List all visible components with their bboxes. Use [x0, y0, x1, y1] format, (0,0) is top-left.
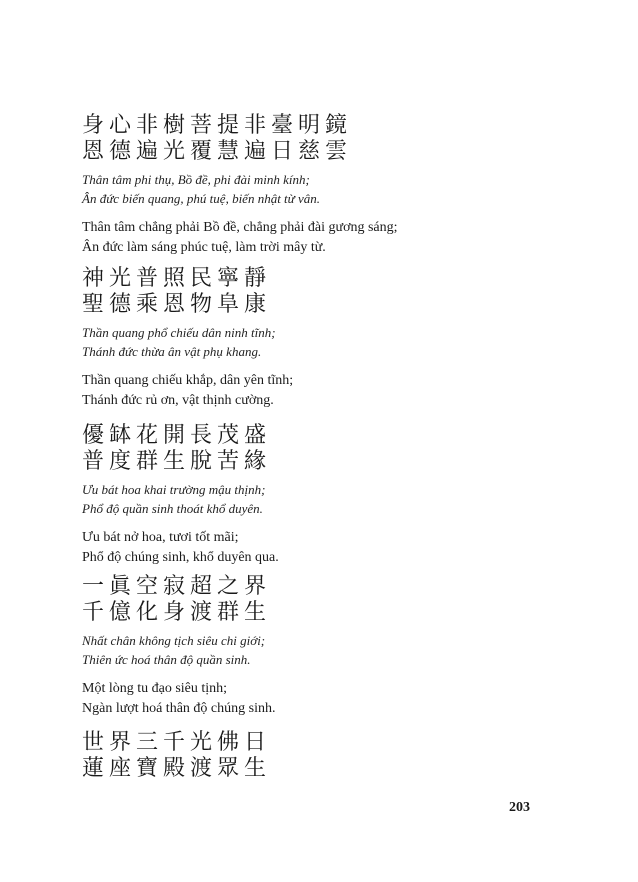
- transliteration-line: Thân tâm phi thụ, Bồ đề, phi đài minh kính;: [82, 172, 310, 187]
- transliteration: [82, 480, 562, 518]
- chinese-line: 聖德乘恩物阜康: [82, 292, 272, 317]
- transliteration: [82, 323, 562, 361]
- chinese-line: 神光普照民寧靜: [82, 266, 272, 291]
- translation-line: Ân đức làm sáng phúc tuệ, làm trời mây từ.: [82, 240, 326, 255]
- translation-line: Ngàn lượt hoá thân độ chúng sinh.: [82, 701, 276, 716]
- translation-line: Thân tâm chẳng phải Bồ đề, chẳng phải đài gương sáng;: [82, 220, 398, 235]
- transliteration-line: Thánh đức thừa ân vật phụ khang.: [82, 344, 262, 359]
- verse-3: [82, 423, 562, 568]
- translation-line: Phổ độ chúng sinh, khổ duyên qua.: [82, 550, 279, 565]
- transliteration-line: Phổ độ quần sinh thoát khổ duyên.: [82, 501, 263, 516]
- transliteration-line: Thần quang phổ chiếu dân ninh tĩnh;: [82, 325, 276, 340]
- translation-line: Thánh đức rủ ơn, vật thịnh cường.: [82, 393, 274, 408]
- translation-line: Ưu bát nở hoa, tươi tốt mãi;: [82, 530, 239, 545]
- verse-4: [82, 574, 562, 719]
- chinese-text: [82, 266, 562, 318]
- translation-line: Thần quang chiếu khắp, dân yên tĩnh;: [82, 373, 294, 388]
- translation: [82, 528, 562, 568]
- chinese-text: [82, 574, 562, 626]
- chinese-line: 一眞空寂超之界: [82, 574, 272, 599]
- translation-line: Một lòng tu đạo siêu tịnh;: [82, 681, 228, 696]
- verse-2: [82, 266, 562, 411]
- transliteration: [82, 631, 562, 669]
- verse-1: [82, 113, 562, 258]
- transliteration-line: Ưu bát hoa khai trường mậu thịnh;: [82, 482, 266, 497]
- verse-5: [82, 730, 562, 782]
- chinese-text: [82, 113, 562, 165]
- chinese-text: [82, 730, 562, 782]
- chinese-text: [82, 423, 562, 475]
- chinese-line: 身心非樹菩提非臺明鏡: [82, 113, 353, 138]
- page-number: 203: [509, 800, 530, 815]
- transliteration-line: Ân đức biến quang, phú tuệ, biến nhật từ vân.: [82, 191, 321, 206]
- transliteration-line: Thiên ức hoá thân độ quần sinh.: [82, 652, 251, 667]
- translation: [82, 371, 562, 411]
- chinese-line: 普度群生脫苦緣: [82, 449, 272, 474]
- chinese-line: 千億化身渡群生: [82, 600, 272, 625]
- chinese-line: 蓮座寶殿渡眾生: [82, 756, 272, 781]
- chinese-line: 世界三千光佛日: [82, 730, 272, 755]
- translation: [82, 218, 562, 258]
- transliteration-line: Nhất chân không tịch siêu chi giới;: [82, 633, 266, 648]
- chinese-line: 恩德遍光覆慧遍日慈雲: [82, 139, 353, 164]
- translation: [82, 679, 562, 719]
- transliteration: [82, 170, 562, 208]
- chinese-line: 優缽花開長茂盛: [82, 423, 272, 448]
